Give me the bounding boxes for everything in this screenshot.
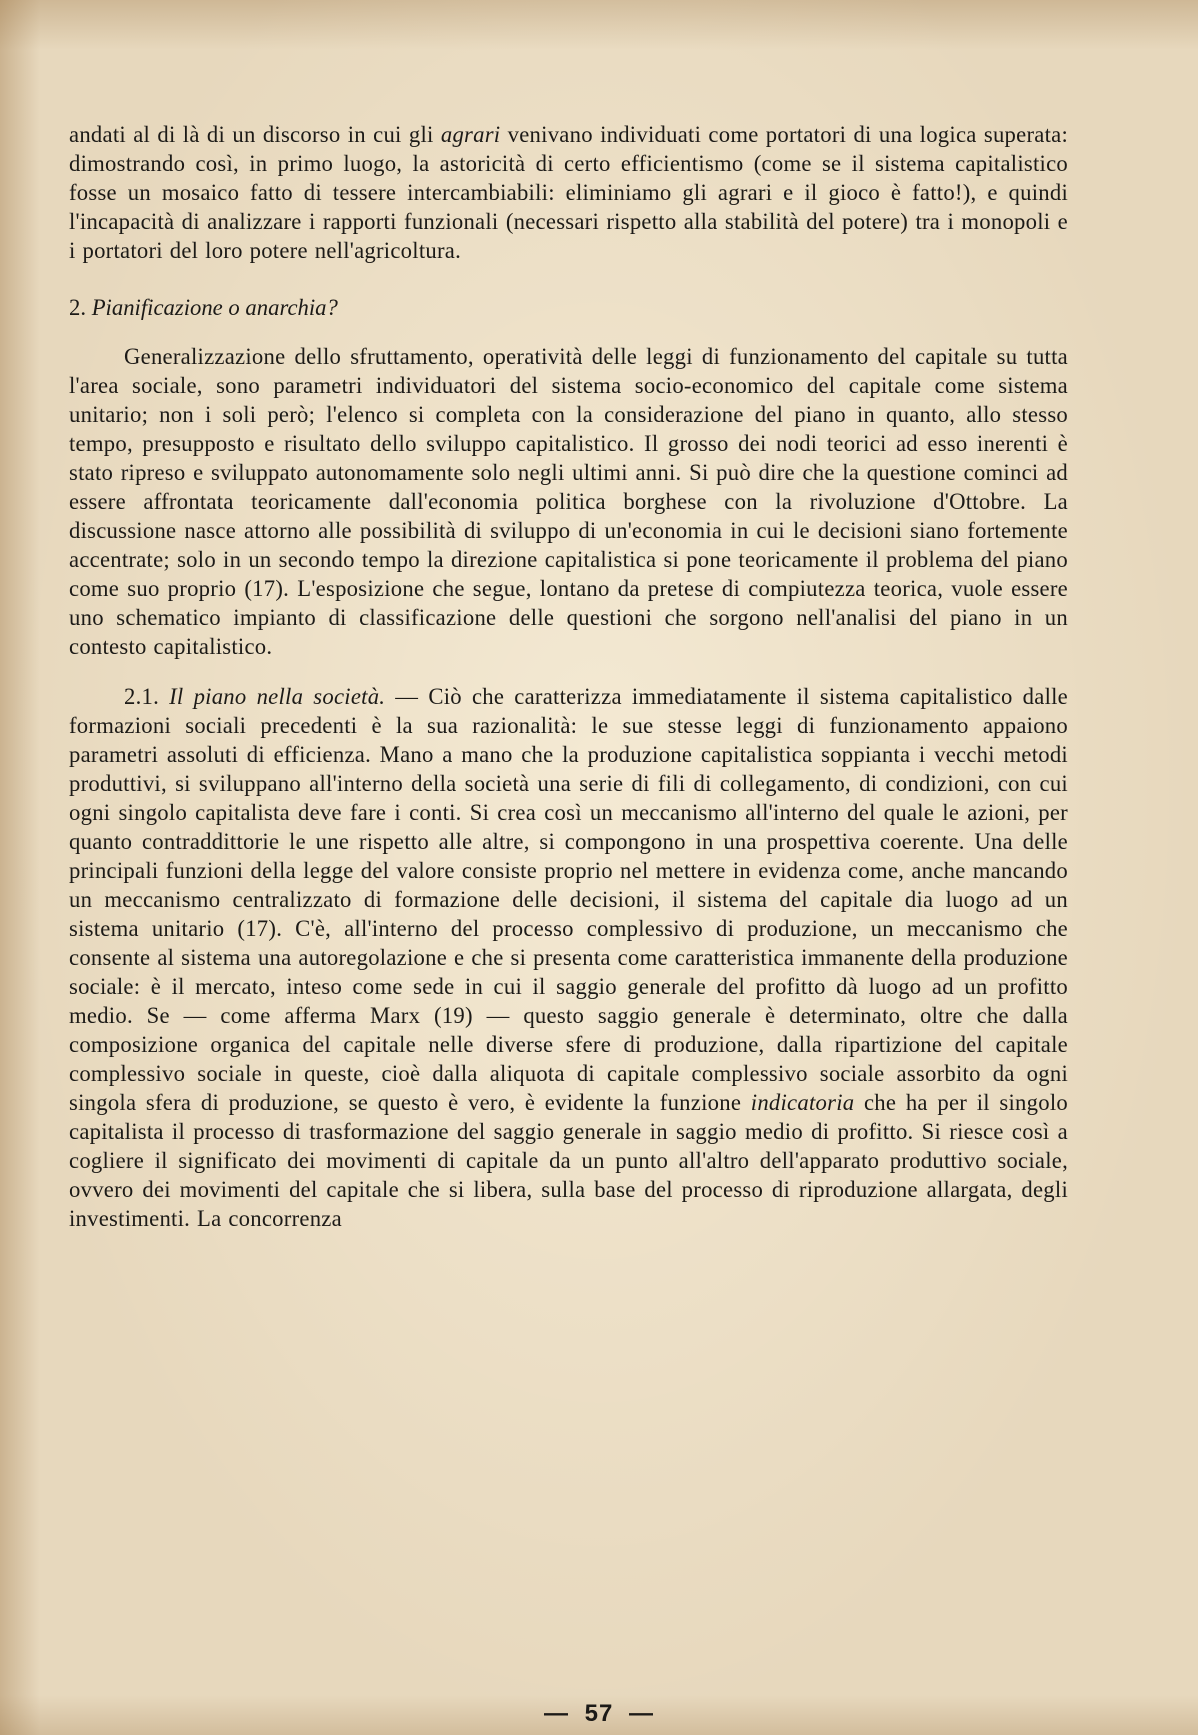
document-page (69, 120, 1068, 1233)
intro-text-a: andati al di là di un discorso in cui gli (69, 122, 441, 147)
section-2-1-text-a: Ciò che caratterizza immediatamente il sistema capitalistico dalle formazioni sociali precedenti è la sua razionalità: le sue stesse leggi di funzionamento appaiono parametri assoluti di efficienza. Mano a mano che la produzione capitalistica soppianta i vecchi metodi produttivi, si sviluppano all'interno della società una serie di fili di collegamento, di condizioni, con cui ogni singolo capitalista deve fare i conti. Si crea così un meccanismo all'interno del quale le azioni, per quanto contraddittorie le une rispetto alle altre, si compongono in una prospettiva coerente. Una delle principali funzioni della legge del valore consiste proprio nel mettere in evidenza come, anche mancando un meccanismo centralizzato di formazione delle decisioni, il sistema del capitale dia luogo ad un sistema unitario (17). C'è, all'interno del processo complessivo di produzione, un meccanismo che consente al sistema una autoregolazione e che si presenta come caratteristica immanente della produzione sociale: è il mercato, inteso come sede in cui il saggio generale del profitto dà luogo ad un profitto medio. Se — come afferma Marx (19) — questo saggio generale è determinato, oltre che dalla composizione organica del capitale nelle diverse sfere di produzione, dalla ripartizione del capitale complessivo sociale in queste, cioè dalla aliquota di capitale complessivo sociale assorbito da ogni singola sfera di produzione, se questo è vero, è evidente la funzione (69, 684, 1069, 1115)
page-footer (0, 1700, 1198, 1728)
section-2-title: Pianificazione o anarchia? (91, 295, 338, 320)
section-2-1-title: Il piano nella società. (169, 684, 386, 709)
section-2-1-text-b: che ha per il singolo capitalista il processo di trasformazione del saggio generale in saggio medio di profitto. Si riesce così a cogliere il significato dei movimenti di capitale da un punto all'altro dell'apparato produttivo sociale, ovvero dei movimenti del capitale che si libera, sulla base del processo di riproduzione allargata, degli investimenti. La concorrenza (69, 1090, 1068, 1231)
section-2-1-number: 2.1. (124, 684, 160, 709)
intro-text-b: venivano individuati come portatori di una logica superata: dimostrando così, in primo luogo, la astoricità di certo efficientismo (come se il sistema capitalistico fosse un mosaico fatto di tessere intercambiabili: eliminiamo gli agrari e il gioco è fatto!), e quindi l'incapacità di analizzare i rapporti funzionali (necessari rispetto alla stabilità del potere) tra i monopoli e i portatori del loro potere nell'agricoltura. (69, 122, 1069, 263)
page-number: 57 (584, 1700, 614, 1727)
section-2-1-emphasis: indicatoria (750, 1090, 855, 1115)
footer-dash-left: — (543, 1700, 569, 1727)
intro-emphasis: agrari (440, 122, 501, 147)
section-2-number: 2. (69, 295, 87, 320)
paragraph-section-2: Generalizzazione dello sfruttamento, operatività delle leggi di funzionamento del capitale su tutta l'area sociale, sono parametri individuatori del sistema socio-economico del capitale come sistema unitario; non i soli però; l'elenco si completa con la considerazione del piano in quanto, allo stesso tempo, presupposto e risultato dello sviluppo capitalistico. Il grosso dei nodi teorici ad esso inerenti è stato ripreso e sviluppato autonomamente solo negli ultimi anni. Si può dire che la questione cominci ad essere affrontata teoricamente dall'economia politica borghese con la rivoluzione d'Ottobre. La discussione nasce attorno alle possibilità di sviluppo di un'economia in cui le decisioni siano fortemente accentrate; solo in un secondo tempo la direzione capitalistica si pone teoricamente il problema del piano come suo proprio (17). L'esposizione che segue, lontano da pretese di compiutezza teorica, vuole essere uno schematico impianto di classificazione delle questioni che sorgono nell'analisi del piano in un contesto capitalistico. (69, 344, 1068, 659)
section-2-heading (69, 293, 1068, 322)
footer-dash-right: — (629, 1700, 655, 1727)
section-2-1-dash: — (385, 684, 429, 709)
paragraph-intro (69, 120, 1068, 265)
paragraph-section-2-1 (69, 682, 1068, 1233)
